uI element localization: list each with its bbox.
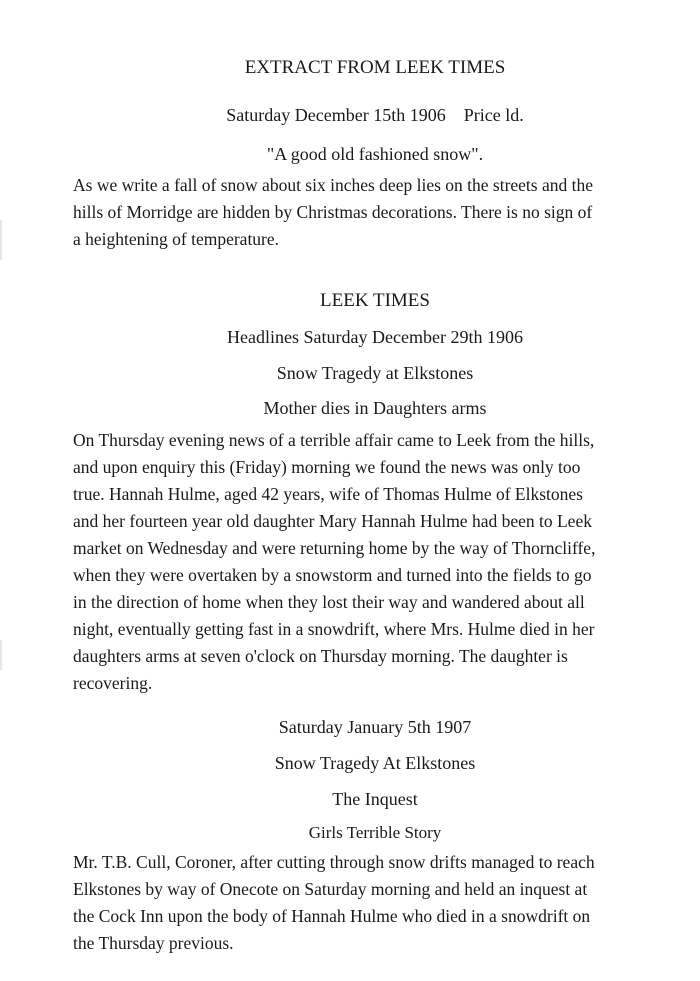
paragraph-line: daughters arms at seven o'clock on Thursday morning. The daughter is [73, 646, 568, 666]
paragraph-line: Elkstones by way of Onecote on Saturday morning and held an inquest at [73, 879, 588, 899]
document-title: EXTRACT FROM LEEK TIMES [244, 57, 506, 78]
paragraph-line: true. Hannah Hulme, aged 42 years, wife of Thomas Hulme of Elkstones [73, 484, 583, 504]
paragraph-2 [73, 427, 673, 697]
paragraph-line: On Thursday evening news of a terrible affair came to Leek from the hills, [73, 430, 595, 450]
paragraph-line: the Thursday previous. [73, 933, 234, 953]
paragraph-line: hills of Morridge are hidden by Christmas decorations. There is no sign of [73, 202, 593, 222]
paragraph-line: and upon enquiry this (Friday) morning we found the news was only too [73, 457, 581, 477]
section-title: LEEK TIMES [320, 290, 430, 311]
paragraph-line: a heightening of temperature. [73, 229, 280, 249]
issue-date-price: Saturday December 15th 1906 Price ld. [226, 105, 524, 125]
paragraph-3 [73, 849, 673, 957]
headline: Snow Tragedy at Elkstones [276, 363, 474, 383]
paragraph-line: recovering. [73, 673, 153, 693]
paragraph-line: night, eventually getting fast in a snowdrift, where Mrs. Hulme died in her [73, 619, 595, 639]
issue-date: Saturday January 5th 1907 [278, 717, 472, 737]
issue-headline-date: Headlines Saturday December 29th 1906 [227, 327, 523, 347]
paragraph-line: in the direction of home when they lost their way and wandered about all [73, 592, 585, 612]
subheadline: Mother dies in Daughters arms [263, 398, 487, 418]
headline: Snow Tragedy At Elkstones [274, 753, 476, 773]
paragraph-line: and her fourteen year old daughter Mary Hannah Hulme had been to Leek [73, 511, 592, 531]
scan-margin-mark [0, 640, 2, 670]
paragraph-line: the Cock Inn upon the body of Hannah Hulme who died in a snowdrift on [73, 906, 591, 926]
scan-margin-mark [0, 220, 2, 260]
paragraph-line: Mr. T.B. Cull, Coroner, after cutting through snow drifts managed to reach [73, 852, 595, 872]
paragraph-line: when they were overtaken by a snowstorm and turned into the fields to go [73, 565, 592, 585]
paragraph-1 [73, 172, 673, 253]
issue-quote: "A good old fashioned snow". [266, 144, 484, 164]
subheadline: The Inquest [332, 789, 418, 809]
paragraph-line: As we write a fall of snow about six inches deep lies on the streets and the [73, 175, 594, 195]
subheadline-2: Girls Terrible Story [308, 823, 442, 842]
paragraph-line: market on Wednesday and were returning home by the way of Thorncliffe, [73, 538, 596, 558]
